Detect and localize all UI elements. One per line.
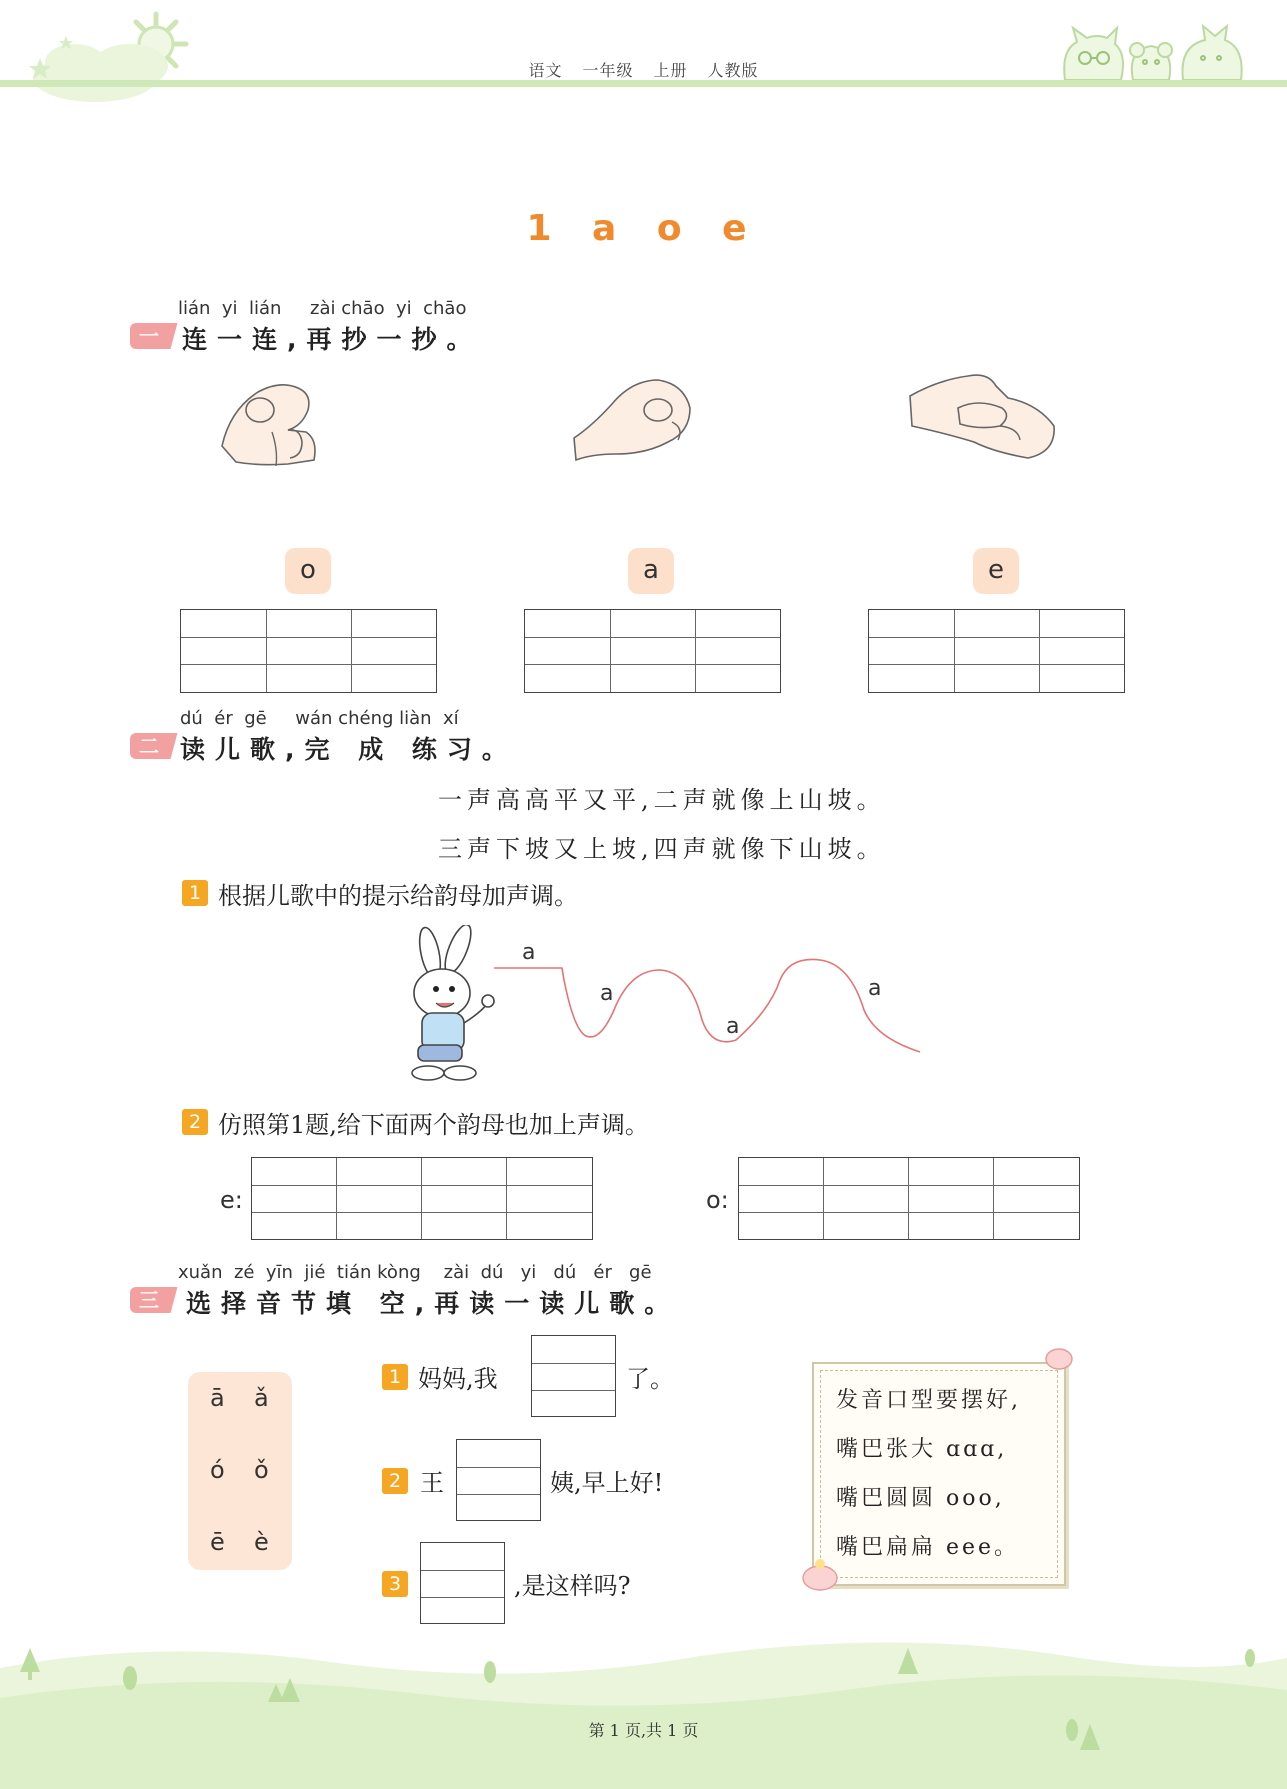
hand-gesture-o-illustration (218, 370, 353, 470)
section1-pinyin: lián yi lián zài chāo yi chāo (178, 298, 467, 319)
item3-after: ,是这样吗? (514, 1572, 631, 1600)
header-edition: 人教版 (707, 61, 759, 80)
tone-curve (490, 950, 930, 1060)
prefix-o: o: (706, 1186, 729, 1214)
header-divider (0, 80, 1287, 87)
header-grade: 一年级 (582, 61, 634, 80)
item2-before: 王 (420, 1469, 444, 1497)
tone-grid-e[interactable] (251, 1157, 593, 1240)
choice-e1[interactable]: ē (210, 1528, 225, 1556)
note-line-2: 嘴巴张大 ɑɑɑ, (836, 1437, 1008, 1462)
section2-pinyin: dú ér gē wán chéng liàn xí (180, 708, 459, 729)
section1-badge: 一 (130, 323, 168, 349)
lesson-title: 1 a o e (526, 208, 761, 249)
item1-before: 妈妈,我 (418, 1365, 498, 1393)
item2-number: 2 (382, 1468, 408, 1494)
chick-decoration-icon (800, 1556, 840, 1592)
page-footer: 第 1 页,共 1 页 (588, 1721, 699, 1740)
item1-after: 了。 (626, 1365, 674, 1393)
header-subject: 语文 (528, 61, 563, 80)
tone-letter-1: a (522, 940, 536, 965)
page-header (0, 58, 1287, 81)
note-line-4: 嘴巴扁扁 eee。 (836, 1535, 1020, 1560)
rhyme-line-2: 三声下坡又上坡,四声就像下山坡。 (438, 835, 886, 863)
choice-e4[interactable]: è (254, 1528, 269, 1556)
item3-number: 3 (382, 1571, 408, 1597)
choice-a3[interactable]: ǎ (254, 1384, 269, 1412)
section3-pinyin: xuǎn zé yīn jié tián kòng zài dú yi dú ér gē (178, 1262, 652, 1283)
label-chip-e: e (973, 548, 1019, 594)
task2-number: 2 (182, 1109, 208, 1135)
syllable-choice-box (188, 1372, 292, 1570)
hand-gesture-e-illustration (908, 368, 1058, 463)
header-decoration-left (0, 0, 210, 110)
note-line-1: 发音口型要摆好, (836, 1388, 1021, 1413)
choice-a1[interactable]: ā (210, 1384, 225, 1412)
hand-gesture-a-illustration (572, 370, 707, 465)
item1-number: 1 (382, 1364, 408, 1390)
copy-grid-e[interactable] (868, 609, 1125, 693)
choice-o2[interactable]: ó (210, 1456, 225, 1484)
section1-instruction: 连一连,再抄一抄。 (182, 325, 482, 354)
section2-badge: 二 (130, 733, 168, 759)
flower-decoration-icon (1044, 1346, 1074, 1372)
section3-instruction: 选择音节填 空,再读一读儿歌。 (186, 1289, 680, 1318)
section2-instruction: 读儿歌,完 成 练习。 (180, 735, 517, 764)
rabbit-illustration (400, 925, 500, 1085)
tone-letter-4: a (868, 976, 882, 1001)
header-volume: 上册 (653, 61, 688, 80)
choice-o3[interactable]: ǒ (254, 1456, 269, 1484)
label-chip-a: a (628, 548, 674, 594)
footer-landscape (0, 1628, 1287, 1789)
section3-badge: 三 (130, 1287, 168, 1313)
copy-grid-a[interactable] (524, 609, 781, 693)
item3-blank[interactable] (420, 1542, 505, 1624)
item2-after: 姨,早上好! (550, 1469, 664, 1497)
note-line-3: 嘴巴圆圆 ooo, (836, 1486, 1005, 1511)
rhyme-line-1: 一声高高平又平,二声就像上山坡。 (438, 786, 886, 814)
tone-grid-o[interactable] (738, 1157, 1080, 1240)
tone-letter-3: a (726, 1014, 740, 1039)
label-chip-o: o (285, 548, 331, 594)
task1-text: 根据儿歌中的提示给韵母加声调。 (218, 882, 578, 910)
task2-text: 仿照第1题,给下面两个韵母也加上声调。 (218, 1111, 649, 1139)
item1-blank[interactable] (531, 1335, 616, 1417)
tone-letter-2: a (600, 981, 614, 1006)
item2-blank[interactable] (456, 1439, 541, 1521)
task1-number: 1 (182, 880, 208, 906)
copy-grid-o[interactable] (180, 609, 437, 693)
prefix-e: e: (220, 1186, 243, 1214)
